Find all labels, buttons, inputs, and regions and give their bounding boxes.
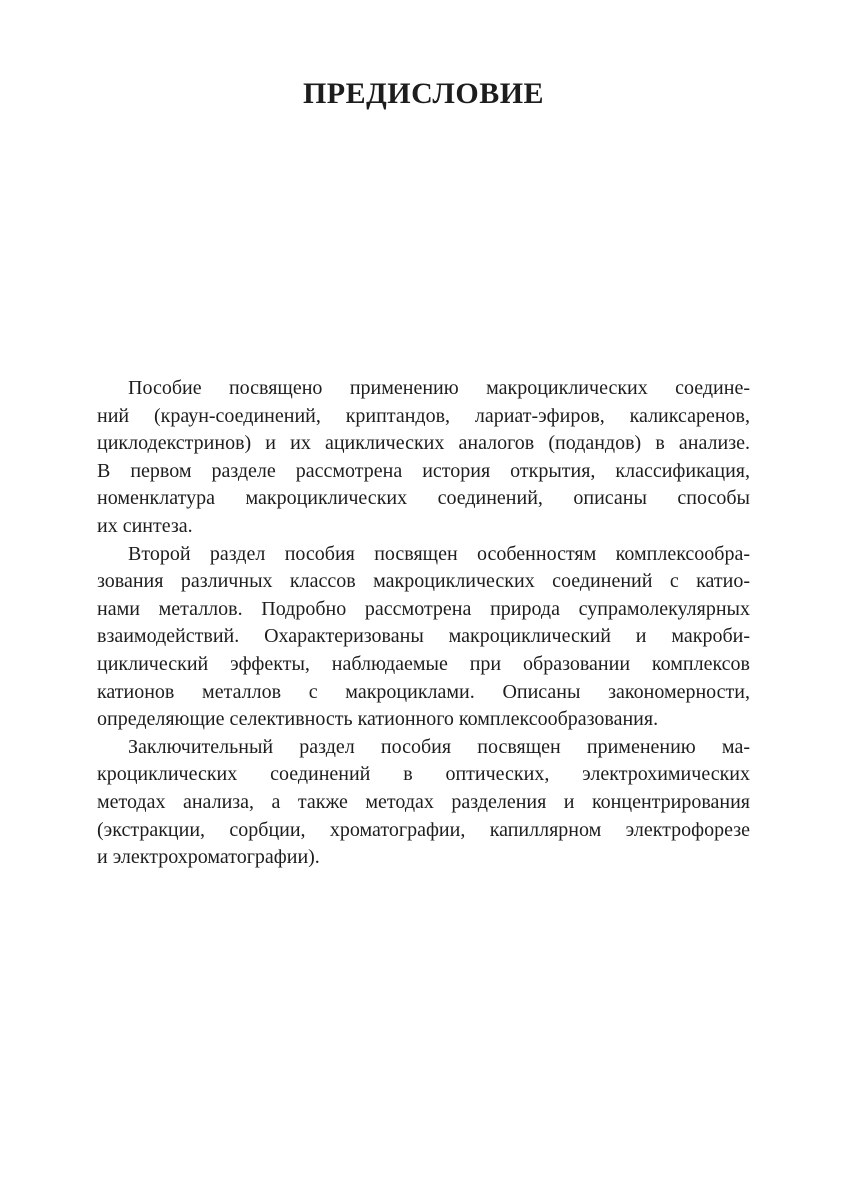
text-line: циклодекстринов) и их ациклических аналогов (подандов) в анализе. bbox=[97, 432, 750, 455]
paragraph-1 bbox=[97, 375, 750, 541]
text-line: номенклатура макроциклических соединений, описаны способы bbox=[97, 487, 750, 510]
text-line: циклический эффекты, наблюдаемые при образовании комплексов bbox=[97, 652, 750, 675]
text-line: взаимодействий. Охарактеризованы макроциклический и макроби- bbox=[97, 625, 750, 648]
text-line: Второй раздел пособия посвящен особенностям комплексообра- bbox=[128, 542, 750, 565]
text-line: кроциклических соединений в оптических, электрохимических bbox=[97, 763, 750, 786]
text-line: зования различных классов макроциклических соединений с катио- bbox=[97, 570, 750, 593]
text-line: (экстракции, сорбции, хроматографии, капиллярном электрофорезе bbox=[97, 818, 750, 841]
text-line: и электрохроматографии). bbox=[97, 846, 320, 869]
text-line: нами металлов. Подробно рассмотрена природа супрамолекулярных bbox=[97, 597, 750, 620]
text-line: методах анализа, а также методах разделения и концентрирования bbox=[97, 790, 750, 813]
text-line: их синтеза. bbox=[97, 514, 193, 537]
text-line: определяющие селективность катионного комплексообразования. bbox=[97, 708, 659, 731]
text-line: катионов металлов с макроциклами. Описаны закономерности, bbox=[97, 680, 750, 703]
paragraph-2 bbox=[97, 541, 750, 734]
text-line: Заключительный раздел пособия посвящен применению ма- bbox=[128, 735, 750, 758]
paragraph-3 bbox=[97, 734, 750, 872]
text-line: В первом разделе рассмотрена история открытия, классификация, bbox=[97, 459, 750, 482]
text-line: Пособие посвящено применению макроциклических соедине- bbox=[128, 377, 750, 399]
text-line: ний (краун-соединений, криптандов, лариат-эфиров, каликсаренов, bbox=[97, 404, 750, 427]
page-title: ПРЕДИСЛОВИЕ bbox=[302, 77, 545, 110]
preface-text bbox=[97, 375, 750, 872]
